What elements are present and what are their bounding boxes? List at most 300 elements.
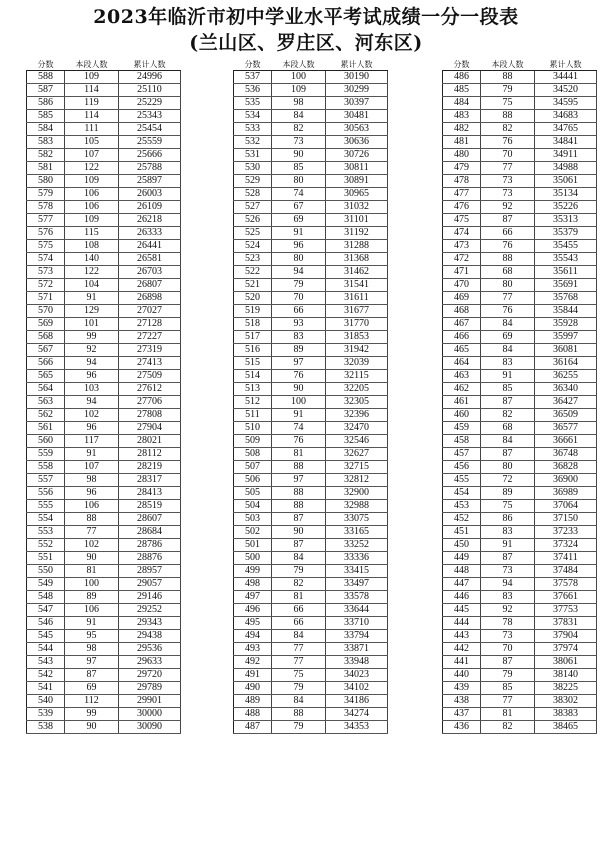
- score-cell: 447: [443, 578, 481, 591]
- score-cell: 478: [443, 175, 481, 188]
- count-cell: 104: [65, 279, 119, 292]
- count-cell: 117: [65, 435, 119, 448]
- score-cell: 539: [27, 708, 65, 721]
- score-cell: 438: [443, 695, 481, 708]
- cumulative-cell: 25666: [119, 149, 181, 162]
- score-cell: 439: [443, 682, 481, 695]
- cumulative-cell: 30636: [326, 136, 388, 149]
- count-cell: 77: [65, 526, 119, 539]
- count-cell: 80: [272, 175, 326, 188]
- count-cell: 84: [481, 344, 535, 357]
- table-row: [443, 253, 597, 266]
- cumulative-cell: 33948: [326, 656, 388, 669]
- score-cell: 583: [27, 136, 65, 149]
- score-cell: 449: [443, 552, 481, 565]
- table-row: [27, 435, 181, 448]
- table-row: [443, 396, 597, 409]
- cumulative-cell: 26218: [119, 214, 181, 227]
- table-row: [234, 669, 388, 682]
- table-row: [443, 474, 597, 487]
- table-row: [27, 461, 181, 474]
- count-cell: 69: [65, 682, 119, 695]
- score-cell: 563: [27, 396, 65, 409]
- count-cell: 84: [272, 110, 326, 123]
- table-row: [443, 201, 597, 214]
- count-cell: 72: [481, 474, 535, 487]
- count-cell: 84: [481, 318, 535, 331]
- cumulative-cell: 37661: [535, 591, 597, 604]
- cumulative-cell: 38140: [535, 669, 597, 682]
- count-cell: 93: [272, 318, 326, 331]
- table-row: [27, 201, 181, 214]
- count-cell: 74: [272, 422, 326, 435]
- cumulative-cell: 36509: [535, 409, 597, 422]
- score-cell: 538: [27, 721, 65, 734]
- table-row: [234, 474, 388, 487]
- cumulative-cell: 34595: [535, 97, 597, 110]
- cumulative-cell: 33871: [326, 643, 388, 656]
- table-row: [443, 578, 597, 591]
- score-cell: 525: [234, 227, 272, 240]
- count-cell: 94: [65, 357, 119, 370]
- table-row: [443, 318, 597, 331]
- cumulative-cell: 26333: [119, 227, 181, 240]
- score-cell: 508: [234, 448, 272, 461]
- cumulative-cell: 37150: [535, 513, 597, 526]
- cumulative-cell: 37974: [535, 643, 597, 656]
- table-row: [27, 305, 181, 318]
- count-cell: 88: [272, 487, 326, 500]
- score-cell: 586: [27, 97, 65, 110]
- score-cell: 532: [234, 136, 272, 149]
- cumulative-cell: 31677: [326, 305, 388, 318]
- table-row: [27, 175, 181, 188]
- count-cell: 106: [65, 500, 119, 513]
- score-cell: 545: [27, 630, 65, 643]
- cumulative-cell: 36661: [535, 435, 597, 448]
- cumulative-cell: 36164: [535, 357, 597, 370]
- cumulative-cell: 37064: [535, 500, 597, 513]
- cumulative-cell: 37578: [535, 578, 597, 591]
- count-cell: 91: [481, 539, 535, 552]
- table-row: [234, 604, 388, 617]
- table-row: [234, 331, 388, 344]
- cumulative-cell: 30481: [326, 110, 388, 123]
- table-row: [27, 539, 181, 552]
- cumulative-cell: 25559: [119, 136, 181, 149]
- count-cell: 88: [272, 708, 326, 721]
- count-cell: 66: [272, 617, 326, 630]
- table-row: [27, 422, 181, 435]
- table-row: [443, 526, 597, 539]
- count-cell: 92: [481, 604, 535, 617]
- cumulative-cell: 33644: [326, 604, 388, 617]
- score-cell: 566: [27, 357, 65, 370]
- count-cell: 77: [481, 695, 535, 708]
- score-cell: 521: [234, 279, 272, 292]
- table-row: [27, 266, 181, 279]
- score-cell: 530: [234, 162, 272, 175]
- table-row: [443, 448, 597, 461]
- score-cell: 500: [234, 552, 272, 565]
- score-cell: 558: [27, 461, 65, 474]
- score-cell: 514: [234, 370, 272, 383]
- score-cell: 456: [443, 461, 481, 474]
- cumulative-cell: 28876: [119, 552, 181, 565]
- score-cell: 454: [443, 487, 481, 500]
- score-cell: 441: [443, 656, 481, 669]
- cumulative-cell: 33794: [326, 630, 388, 643]
- score-table-left: [26, 60, 180, 734]
- table-row: [234, 409, 388, 422]
- count-cell: 88: [272, 461, 326, 474]
- cumulative-cell: 32470: [326, 422, 388, 435]
- cumulative-cell: 30190: [326, 71, 388, 84]
- table-row: [234, 591, 388, 604]
- count-cell: 79: [481, 669, 535, 682]
- table-row: [443, 370, 597, 383]
- count-cell: 88: [272, 500, 326, 513]
- count-cell: 69: [481, 331, 535, 344]
- cumulative-cell: 34274: [326, 708, 388, 721]
- cumulative-cell: 35691: [535, 279, 597, 292]
- count-cell: 107: [65, 461, 119, 474]
- score-cell: 505: [234, 487, 272, 500]
- cumulative-cell: 33165: [326, 526, 388, 539]
- cumulative-cell: 26581: [119, 253, 181, 266]
- cumulative-cell: 34841: [535, 136, 597, 149]
- score-cell: 444: [443, 617, 481, 630]
- count-cell: 84: [272, 695, 326, 708]
- table-row: [443, 487, 597, 500]
- table-row: [443, 266, 597, 279]
- header-count: 本段人数: [272, 60, 326, 71]
- table-row: [443, 214, 597, 227]
- score-cell: 522: [234, 266, 272, 279]
- table-row: [234, 149, 388, 162]
- count-cell: 91: [272, 409, 326, 422]
- table-row: [234, 396, 388, 409]
- count-cell: 102: [65, 409, 119, 422]
- score-cell: 507: [234, 461, 272, 474]
- cumulative-cell: 31368: [326, 253, 388, 266]
- count-cell: 77: [481, 292, 535, 305]
- score-cell: 515: [234, 357, 272, 370]
- score-cell: 548: [27, 591, 65, 604]
- table-row: [234, 526, 388, 539]
- count-cell: 96: [65, 487, 119, 500]
- score-cell: 518: [234, 318, 272, 331]
- count-cell: 87: [481, 656, 535, 669]
- cumulative-cell: 30811: [326, 162, 388, 175]
- score-cell: 493: [234, 643, 272, 656]
- cumulative-cell: 26703: [119, 266, 181, 279]
- table-row: [234, 695, 388, 708]
- table-row: [234, 201, 388, 214]
- cumulative-cell: 38465: [535, 721, 597, 734]
- count-cell: 99: [65, 708, 119, 721]
- cumulative-cell: 35611: [535, 266, 597, 279]
- table-row: [27, 682, 181, 695]
- cumulative-cell: 28219: [119, 461, 181, 474]
- score-cell: 513: [234, 383, 272, 396]
- cumulative-cell: 32546: [326, 435, 388, 448]
- count-cell: 82: [481, 721, 535, 734]
- cumulative-cell: 34023: [326, 669, 388, 682]
- count-cell: 76: [481, 240, 535, 253]
- table-row: [234, 552, 388, 565]
- cumulative-cell: 32812: [326, 474, 388, 487]
- count-cell: 77: [272, 643, 326, 656]
- count-cell: 75: [481, 500, 535, 513]
- score-cell: 482: [443, 123, 481, 136]
- score-cell: 436: [443, 721, 481, 734]
- score-cell: 503: [234, 513, 272, 526]
- cumulative-cell: 32988: [326, 500, 388, 513]
- score-cell: 496: [234, 604, 272, 617]
- score-cell: 531: [234, 149, 272, 162]
- count-cell: 77: [481, 162, 535, 175]
- table-row: [27, 97, 181, 110]
- cumulative-cell: 28021: [119, 435, 181, 448]
- count-cell: 70: [272, 292, 326, 305]
- cumulative-cell: 32039: [326, 357, 388, 370]
- count-cell: 76: [272, 370, 326, 383]
- header-cumulative: 累计人数: [535, 60, 597, 71]
- cumulative-cell: 25229: [119, 97, 181, 110]
- cumulative-cell: 32205: [326, 383, 388, 396]
- count-cell: 76: [272, 435, 326, 448]
- cumulative-cell: 35543: [535, 253, 597, 266]
- score-cell: 446: [443, 591, 481, 604]
- table-row: [443, 240, 597, 253]
- score-cell: 502: [234, 526, 272, 539]
- count-cell: 119: [65, 97, 119, 110]
- cumulative-cell: 33336: [326, 552, 388, 565]
- score-cell: 585: [27, 110, 65, 123]
- table-row: [27, 149, 181, 162]
- score-cell: 541: [27, 682, 65, 695]
- score-table-middle: [233, 60, 387, 734]
- count-cell: 79: [272, 279, 326, 292]
- score-cell: 523: [234, 253, 272, 266]
- table-row: [27, 695, 181, 708]
- cumulative-cell: 32115: [326, 370, 388, 383]
- score-cell: 443: [443, 630, 481, 643]
- page-title: 2023年临沂市初中学业水平考试成绩一分一段表: [93, 6, 519, 28]
- table-row: [443, 721, 597, 734]
- count-cell: 106: [65, 604, 119, 617]
- score-cell: 575: [27, 240, 65, 253]
- cumulative-cell: 27904: [119, 422, 181, 435]
- table-row: [234, 487, 388, 500]
- cumulative-cell: 27612: [119, 383, 181, 396]
- score-cell: 452: [443, 513, 481, 526]
- table-row: [27, 110, 181, 123]
- header-count: 本段人数: [65, 60, 119, 71]
- table-row: [234, 318, 388, 331]
- score-cell: 461: [443, 396, 481, 409]
- count-cell: 96: [272, 240, 326, 253]
- score-cell: 473: [443, 240, 481, 253]
- cumulative-cell: 25788: [119, 162, 181, 175]
- count-cell: 96: [65, 422, 119, 435]
- cumulative-cell: 36828: [535, 461, 597, 474]
- table-row: [443, 188, 597, 201]
- count-cell: 98: [272, 97, 326, 110]
- cumulative-cell: 27808: [119, 409, 181, 422]
- table-row: [443, 435, 597, 448]
- score-cell: 495: [234, 617, 272, 630]
- count-cell: 109: [65, 71, 119, 84]
- count-cell: 87: [272, 539, 326, 552]
- score-cell: 581: [27, 162, 65, 175]
- table-row: [27, 513, 181, 526]
- table-row: [443, 123, 597, 136]
- table-row: [443, 331, 597, 344]
- score-cell: 533: [234, 123, 272, 136]
- count-cell: 89: [272, 344, 326, 357]
- count-cell: 101: [65, 318, 119, 331]
- count-cell: 66: [481, 227, 535, 240]
- cumulative-cell: 30397: [326, 97, 388, 110]
- score-cell: 499: [234, 565, 272, 578]
- table-row: [443, 110, 597, 123]
- table-row: [234, 578, 388, 591]
- cumulative-cell: 37904: [535, 630, 597, 643]
- cumulative-cell: 35379: [535, 227, 597, 240]
- score-cell: 484: [443, 97, 481, 110]
- table-row: [443, 344, 597, 357]
- table-row: [234, 565, 388, 578]
- cumulative-cell: 31853: [326, 331, 388, 344]
- score-cell: 569: [27, 318, 65, 331]
- score-cell: 471: [443, 266, 481, 279]
- count-cell: 83: [481, 357, 535, 370]
- table-row: [27, 656, 181, 669]
- count-cell: 81: [272, 591, 326, 604]
- cumulative-cell: 35226: [535, 201, 597, 214]
- score-cell: 501: [234, 539, 272, 552]
- score-cell: 551: [27, 552, 65, 565]
- cumulative-cell: 29438: [119, 630, 181, 643]
- score-cell: 559: [27, 448, 65, 461]
- score-cell: 442: [443, 643, 481, 656]
- cumulative-cell: 38383: [535, 708, 597, 721]
- count-cell: 97: [272, 357, 326, 370]
- table-row: [27, 383, 181, 396]
- cumulative-cell: 26003: [119, 188, 181, 201]
- cumulative-cell: 34765: [535, 123, 597, 136]
- cumulative-cell: 25897: [119, 175, 181, 188]
- count-cell: 91: [272, 227, 326, 240]
- score-cell: 457: [443, 448, 481, 461]
- cumulative-cell: 27227: [119, 331, 181, 344]
- count-cell: 114: [65, 110, 119, 123]
- table-row: [443, 695, 597, 708]
- table-row: [443, 149, 597, 162]
- cumulative-cell: 36900: [535, 474, 597, 487]
- table-row: [234, 71, 388, 84]
- cumulative-cell: 35061: [535, 175, 597, 188]
- count-cell: 91: [65, 448, 119, 461]
- cumulative-cell: 27509: [119, 370, 181, 383]
- table-row: [27, 409, 181, 422]
- cumulative-cell: 26807: [119, 279, 181, 292]
- table-row: [27, 578, 181, 591]
- cumulative-cell: 33252: [326, 539, 388, 552]
- count-cell: 81: [65, 565, 119, 578]
- cumulative-cell: 25343: [119, 110, 181, 123]
- count-cell: 88: [65, 513, 119, 526]
- table-row: [234, 682, 388, 695]
- cumulative-cell: 26109: [119, 201, 181, 214]
- count-cell: 100: [65, 578, 119, 591]
- cumulative-cell: 33578: [326, 591, 388, 604]
- score-cell: 465: [443, 344, 481, 357]
- count-cell: 70: [481, 643, 535, 656]
- table-row: [234, 305, 388, 318]
- score-cell: 451: [443, 526, 481, 539]
- cumulative-cell: 34186: [326, 695, 388, 708]
- score-cell: 555: [27, 500, 65, 513]
- count-cell: 81: [272, 448, 326, 461]
- score-cell: 504: [234, 500, 272, 513]
- count-cell: 68: [481, 266, 535, 279]
- score-cell: 445: [443, 604, 481, 617]
- score-cell: 527: [234, 201, 272, 214]
- count-cell: 87: [481, 396, 535, 409]
- table-row: [234, 136, 388, 149]
- score-cell: 491: [234, 669, 272, 682]
- cumulative-cell: 37484: [535, 565, 597, 578]
- table-row: [443, 513, 597, 526]
- count-cell: 77: [272, 656, 326, 669]
- count-cell: 81: [481, 708, 535, 721]
- cumulative-cell: 28413: [119, 487, 181, 500]
- table-row: [443, 136, 597, 149]
- cumulative-cell: 32305: [326, 396, 388, 409]
- cumulative-cell: 27027: [119, 305, 181, 318]
- table-row: [443, 604, 597, 617]
- count-cell: 91: [481, 370, 535, 383]
- cumulative-cell: 35997: [535, 331, 597, 344]
- score-cell: 479: [443, 162, 481, 175]
- score-cell: 492: [234, 656, 272, 669]
- table-row: [234, 292, 388, 305]
- score-cell: 486: [443, 71, 481, 84]
- cumulative-cell: 34520: [535, 84, 597, 97]
- cumulative-cell: 30090: [119, 721, 181, 734]
- count-cell: 100: [272, 396, 326, 409]
- cumulative-cell: 28957: [119, 565, 181, 578]
- count-cell: 84: [272, 552, 326, 565]
- cumulative-cell: 36255: [535, 370, 597, 383]
- cumulative-cell: 30726: [326, 149, 388, 162]
- table-row: [234, 253, 388, 266]
- score-cell: 448: [443, 565, 481, 578]
- table-row: [234, 162, 388, 175]
- cumulative-cell: 31288: [326, 240, 388, 253]
- cumulative-cell: 29146: [119, 591, 181, 604]
- score-cell: 458: [443, 435, 481, 448]
- score-cell: 550: [27, 565, 65, 578]
- score-cell: 464: [443, 357, 481, 370]
- score-cell: 468: [443, 305, 481, 318]
- score-cell: 542: [27, 669, 65, 682]
- cumulative-cell: 25454: [119, 123, 181, 136]
- table-row: [27, 162, 181, 175]
